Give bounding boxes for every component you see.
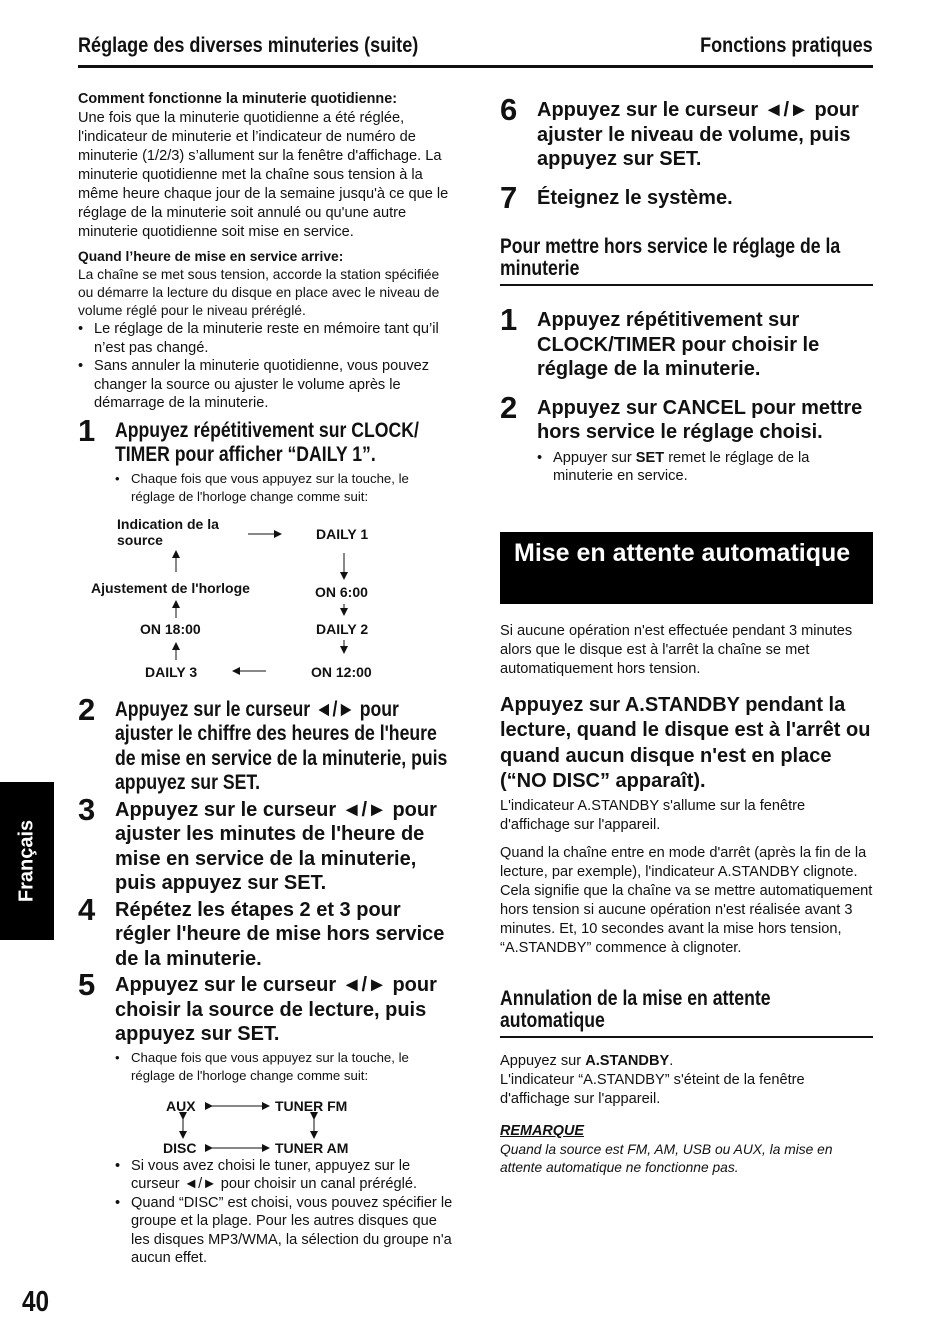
step-number: 6 xyxy=(500,92,518,127)
diagram-on1200-label: ON 12:00 xyxy=(311,663,372,680)
step-2 xyxy=(78,691,453,796)
annul-instruction xyxy=(500,1052,873,1071)
diagram-clock-label: Ajustement de l'horloge xyxy=(91,579,250,596)
step-text: Appuyez sur le curseur ◄/► pour ajuster le chiffre des heures de l'heure de mise en service de la minuterie, puis appuyez sur SET. xyxy=(115,697,448,794)
arrive-bullets xyxy=(78,320,453,413)
step-number: 5 xyxy=(78,967,96,1002)
daily-timer-body: Une fois que la minuterie quotidienne a été réglée, l'indicateur de minuterie et l’indicateur de numéro de minuterie (1/2/3) s’allument sur la fenêtre d'affichage. La minuterie quotidienne met la chaîne sous tension à la même heure chaque jour de la semaine jusqu'à ce que le réglage de la minuterie soit annulé ou qu'une autre minuterie quotidienne soit mise en service. xyxy=(78,110,449,240)
step-text: Éteignez le système. xyxy=(537,186,733,209)
step-5 xyxy=(78,967,453,1047)
language-tab-label: Français xyxy=(15,819,38,903)
annul-key: A.STANDBY xyxy=(585,1052,670,1069)
step-text: Répétez les étapes 2 et 3 pour régler l'heure de mise hors service de la minuterie. xyxy=(115,898,445,970)
source-arrows xyxy=(78,1095,453,1155)
arrive-title: Quand l’heure de mise en service arrive: xyxy=(78,249,344,264)
header-chapter-title: Fonctions pratiques xyxy=(700,34,873,57)
diagram-disc-label: DISC xyxy=(163,1139,197,1156)
auto-standby-title-box xyxy=(500,532,873,604)
step-number: 7 xyxy=(500,179,518,215)
remarque-body: Quand la source est FM, AM, USB ou AUX, la mise en attente automatique ne fonctionne pas. xyxy=(500,1141,833,1175)
list-item: • Quand “DISC” est choisi, vous pouvez spécifier le groupe et la plage. Pour les autres disques que les disques MP3/WMA, la sélection du groupe n'a aucun effet. xyxy=(115,1194,453,1268)
step-text: Appuyez répétitivement sur CLOCK/TIMER pour choisir le réglage de la minuterie. xyxy=(537,309,820,380)
auto-standby-instruction: Appuyez sur A.STANDBY pendant la lecture, quand le disque est à l'arrêt ou quand aucun disque n'est en place (“NO DISC” apparaît). xyxy=(500,693,871,792)
list-item: • Chaque fois que vous appuyez sur la touche, le réglage de l'horloge change comme suit: xyxy=(115,1049,453,1085)
diagram-daily3-label: DAILY 3 xyxy=(145,663,198,680)
remarque-title: REMARQUE xyxy=(500,1122,584,1139)
annul-heading-block xyxy=(500,988,873,1038)
list-item: • Le réglage de la minuterie reste en mémoire tant qu’il n’est pas changé. xyxy=(78,320,453,357)
step-6 xyxy=(500,92,873,172)
step-number: 3 xyxy=(78,791,96,827)
diagram-daily2-label: DAILY 2 xyxy=(316,620,369,637)
list-item xyxy=(537,449,873,486)
header-section-title: Réglage des diverses minuteries (suite) xyxy=(78,34,419,57)
diagram-source-label: Indication de la source xyxy=(117,515,219,548)
step-number: 4 xyxy=(78,891,96,927)
auto-standby-para2: Quand la chaîne entre en mode d'arrêt (après la fin de la lecture, par exemple), l'indicateur A.STANDBY clignote. xyxy=(500,844,867,880)
cancel-heading-block xyxy=(500,236,873,286)
step-number: 1 xyxy=(78,412,96,448)
cancel-step-1 xyxy=(500,302,873,382)
page-header xyxy=(78,34,873,68)
page-number: 40 xyxy=(22,1286,50,1318)
step-7 xyxy=(500,179,873,215)
auto-standby-para3: Cela signifie que la chaîne va se mettre automatiquement hors tension si aucune opération n'est réalisée avant 3 minutes. Et, 10 secondes avant la mise hors tension, “A.STANDBY” commence à clignoter. xyxy=(500,882,873,956)
step-text: Appuyez sur CANCEL pour mettre hors service le réglage choisi. xyxy=(537,396,863,443)
step1-notes xyxy=(115,470,453,506)
cancel-step-2 xyxy=(500,389,873,445)
diagram-tunerfm-label: TUNER FM xyxy=(275,1097,348,1114)
cancel-heading: Pour mettre hors service le réglage de la minuterie xyxy=(500,235,841,280)
language-tab xyxy=(0,782,54,940)
list-item: • Sans annuler la minuterie quotidienne, vous pouvez changer la source ou ajuster le volume après le démarrage de la minuterie. xyxy=(78,357,453,413)
daily-timer-title: Comment fonctionne la minuterie quotidienne: xyxy=(78,91,397,107)
annul-text-end: . xyxy=(669,1052,674,1069)
list-item: • Chaque fois que vous appuyez sur la touche, le réglage de l'horloge change comme suit: xyxy=(115,470,453,506)
clock-cycle-diagram xyxy=(78,516,453,686)
diagram-on1800-label: ON 18:00 xyxy=(140,620,201,637)
auto-standby-title: Mise en attente automatique xyxy=(514,538,851,567)
diagram-on600-label: ON 6:00 xyxy=(315,583,368,600)
step-text: Appuyez sur le curseur ◄/► pour ajuster les minutes de l'heure de mise en service de la minuterie, puis appuyez sur SET. xyxy=(115,798,437,894)
diagram-tuneram-label: TUNER AM xyxy=(275,1139,349,1156)
auto-standby-para1: L'indicateur A.STANDBY s'allume sur la fenêtre d'affichage sur l'appareil. xyxy=(500,797,806,833)
right-column xyxy=(500,90,873,1177)
annul-body: L'indicateur “A.STANDBY” s'éteint de la fenêtre d'affichage sur l'appareil. xyxy=(500,1071,805,1107)
annul-heading: Annulation de la mise en attente automatique xyxy=(500,986,771,1032)
note-text-end: remet le réglage de la minuterie en service. xyxy=(553,449,810,484)
auto-standby-intro: Si aucune opération n'est effectuée pendant 3 minutes alors que le disque est à l'arrêt la chaîne se met automatiquement hors tension. xyxy=(500,622,853,677)
step-text: Appuyez répétitivement sur CLOCK/ TIMER pour afficher “DAILY 1”. xyxy=(115,418,419,466)
step-number: 2 xyxy=(78,691,96,727)
arrive-body: La chaîne se met sous tension, accorde la station spécifiée ou démarre la lecture du disque en place avec le niveau de volume réglé pour le niveau préréglé. xyxy=(78,267,440,318)
diagram-daily1-label: DAILY 1 xyxy=(316,525,369,542)
step-1 xyxy=(78,412,453,468)
diagram-aux-label: AUX xyxy=(166,1097,196,1114)
note-text: Appuyer sur xyxy=(553,449,636,466)
cancel-step2-notes xyxy=(537,449,873,486)
step-text: Appuyez sur le curseur ◄/► pour choisir la source de lecture, puis appuyez sur SET. xyxy=(115,974,437,1045)
step5-notes xyxy=(115,1049,453,1085)
left-column xyxy=(78,90,453,1268)
step5-bullets xyxy=(115,1157,453,1268)
source-cycle-diagram xyxy=(78,1095,453,1155)
list-item: • Si vous avez choisi le tuner, appuyez sur le curseur ◄/► pour choisir un canal préréglé. xyxy=(115,1157,453,1194)
step-4 xyxy=(78,891,453,972)
note-set-key: SET xyxy=(635,449,665,466)
annul-text: Appuyez sur xyxy=(500,1052,586,1069)
step-text: Appuyez sur le curseur ◄/► pour ajuster le niveau de volume, puis appuyez sur SET. xyxy=(537,99,859,170)
step-3 xyxy=(78,791,453,896)
step-number: 2 xyxy=(500,389,518,425)
step-number: 1 xyxy=(500,302,518,337)
